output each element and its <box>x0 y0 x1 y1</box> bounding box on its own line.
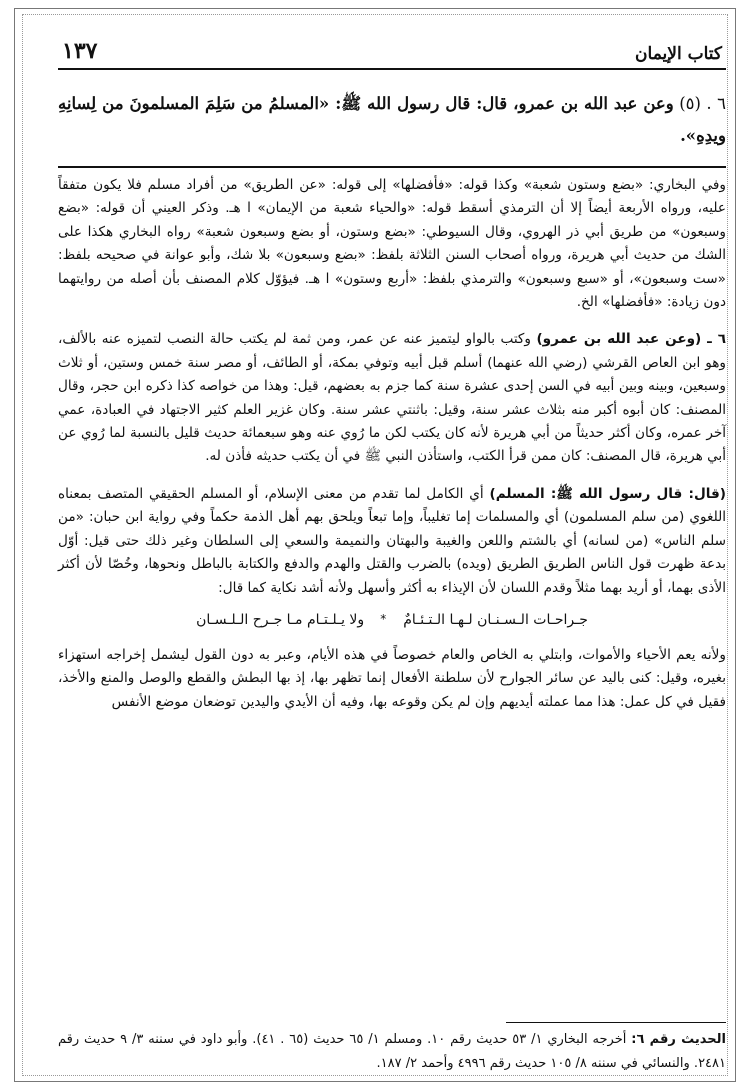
footnote-divider <box>506 1022 726 1023</box>
footnote-text: أخرجه البخاري ١/ ٥٣ حديث رقم ١٠. ومسلم ١/ ٦٥ حديث (٦٥ . ٤١). وأبو داود في سننه ٣/ ٩ حديث رقم ٢٤٨١. والنسائي في سننه ٨/ ١٠٥ حديث رقم ٤٩٩٦ وأحمد ٢/ ١٨٧. <box>58 1032 726 1071</box>
footnote <box>58 1028 726 1076</box>
verse-second-hemistich: ولا يـلـتـام مـا جـرح الـلـسـان <box>196 611 365 628</box>
poetry-verse <box>58 612 726 628</box>
explanation-text: أي الكامل لما تقدم من معنى الإسلام، أو المسلم الحقيقي المتصف بمعناه اللغوي (من سلم المسلمون) أي والمسلمات إما تغليباً، وإما تبعاً ويلحق بهم أهل الذمة حكماً وفي رواية ابن حبان: «من سلم الناس» (من لسانه) أي بالشتم واللعن والغيبة والبهتان والنميمة والسعي إلى السلطان وغير ذلك حتى قيل: أوّل بدعة ظهرت قول الناس الطريق الطريق (ويده) بالضرب والقتل والهدم والدفع والكتابة بالباطل ونحوها، وخُصّا لأن أكثر الأذى بهما، أو أريد بهما مثلاً وقدم اللسان لأن الإيذاء به أكثر وأسهل ولأنه أشد نكاية كما قال: <box>58 485 726 596</box>
page-header <box>58 28 726 70</box>
page-number: ١٣٧ <box>62 38 98 64</box>
verse-first-hemistich: جـراحـات الـسـنـان لـهـا الـتـئـامٌ <box>403 611 588 628</box>
hadith-number: ٦ . (٥) <box>679 94 726 113</box>
explanation-lead: (قال: قال رسول الله ﷺ: المسلم) <box>489 485 726 502</box>
footnote-lead: الحديث رقم ٦: <box>631 1032 726 1047</box>
commentary-paragraph: وفي البخاري: «بضع وستون شعبة» وكذا قوله: «فأفضلها» إلى قوله: «عن الطريق» من أفراد مسلم فلا يكون متفقاً عليه، ورواه الأربعة أيضاً إلا أن الترمذي أسقط قوله: «والحياء شعبة من الإيمان» ا هـ. وذكر العيني أن قوله: «بضع وسبعون» من طريق أبي ذر الهروي، وقال السيوطي: «بضع وستون، أو بضع وسبعون شعبة» رواه البخاري هكذا على الشك من حديث أبي هريرة، ورواه أصحاب السنن الثلاثة بلفظ: «بضع وسبعون» بلا شك، وأبو عوانة في صحيحه بلفظ: «ست وسبعون»، أو «سبع وسبعون» والترمذي بلفظ: «أربع وستون» ا هـ. فيؤوّل كلام المصنف بأن أصله من روايتهما دون زيادة: «فأفضلها» الخ. <box>58 177 726 311</box>
narrator-lead: ٦ ـ (وعن عبد الله بن عمرو) <box>536 331 727 348</box>
book-page <box>58 28 726 720</box>
explanation-paragraph <box>58 483 726 600</box>
narrator-paragraph <box>58 328 726 468</box>
closing-paragraph: ولأنه يعم الأحياء والأموات، وابتلي به الخاص والعام خصوصاً في هذه الأيام، وعبر به دون القول ليشمل إخراجه استهزاء بغيره، وقيل: كنى باليد عن سائر الجوارح لأن سلطنة الأفعال إنما تظهر بها، إذ بها البطش والقطع والوصل والمنع والأخذ، فقيل في كل عمل: هذا مما عملته أيديهم وإن لم يكن وقوعه بها، وفيه أن الأيدي واليدين توضعان موضع الأنفس <box>58 646 726 710</box>
section-divider <box>58 166 726 168</box>
verse-separator: * <box>380 611 388 626</box>
hadith-text-block <box>58 88 726 152</box>
hadith-text: وعن عبد الله بن عمرو، قال: قال رسول الله ﷺ: «المسلمُ من سَلِمَ المسلمونَ من لِسانِهِ ويدِهِ». <box>58 94 726 145</box>
narrator-text: وكتب بالواو ليتميز عنه عن عمر، ومن ثمة لم يكتب حالة النصب لتميزه عنه بالألف، وهو ابن العاص القرشي (رضي الله عنهما) أسلم قبل أبيه وتوفي بمكة، أو الطائف، أو مصر سنة خمس وستين، أو ثلاث وسبعين، وبينه وبين أبيه في السن إحدى عشرة سنة كما جزم به بعضهم، قيل: وهذا من خواصه كذا ذكره ابن حجر، وقال المصنف: كان أبوه أكبر منه بثلاث عشر سنة، وقيل: باثنتي عشر سنة. وكان غزير العلم كثير الاجتهاد في العبادة، عمي آخر عمره، وكان أكثر حديثاً من أبي هريرة لأنه كان يكتب لكن ما رُوي عنه وهو سبعمائة حديث قليل بالنسبة لما رُوي عن أبي هريرة، قال المصنف: كان ممن قرأ الكتب، واستأذن النبي ﷺ في أن يكتب حديثه فأذن له. <box>58 331 726 465</box>
running-title: كتاب الإيمان <box>635 44 722 64</box>
